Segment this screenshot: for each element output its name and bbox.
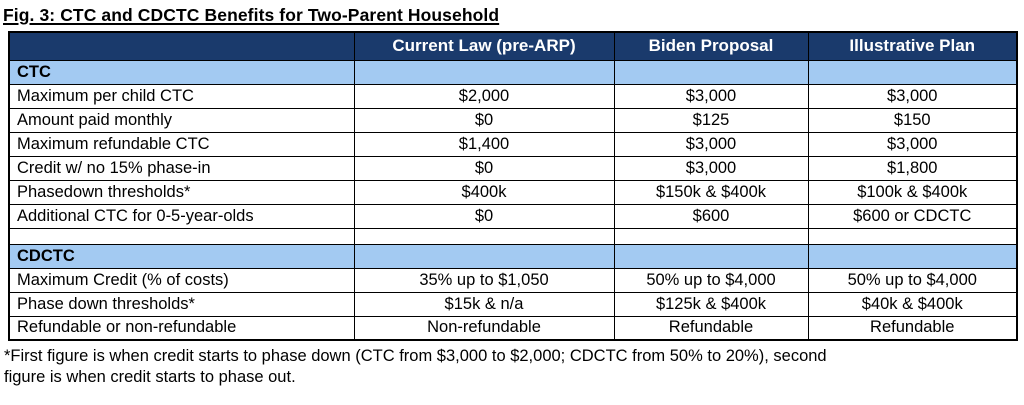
value-cell: $1,800 xyxy=(808,156,1017,180)
value-cell: 50% up to $4,000 xyxy=(808,268,1017,292)
section-empty-cell xyxy=(354,60,614,84)
table-header xyxy=(9,32,1017,60)
corner-header-cell xyxy=(9,32,354,60)
value-cell: $125k & $400k xyxy=(614,292,808,316)
value-cell: 50% up to $4,000 xyxy=(614,268,808,292)
footnote xyxy=(4,346,1016,388)
value-cell: $3,000 xyxy=(808,132,1017,156)
table-row xyxy=(9,180,1017,204)
value-cell: Refundable xyxy=(808,316,1017,340)
value-cell: $0 xyxy=(354,108,614,132)
table-row xyxy=(9,204,1017,228)
table-row xyxy=(9,84,1017,108)
row-label-cell: Maximum per child CTC xyxy=(9,84,354,108)
value-cell: $125 xyxy=(614,108,808,132)
row-label-cell: Maximum Credit (% of costs) xyxy=(9,268,354,292)
spacer-cell xyxy=(614,228,808,244)
section-header-row xyxy=(9,60,1017,84)
column-header: Biden Proposal xyxy=(614,32,808,60)
table-row xyxy=(9,132,1017,156)
value-cell: $100k & $400k xyxy=(808,180,1017,204)
table-row xyxy=(9,156,1017,180)
table-row xyxy=(9,108,1017,132)
footnote-line-1: *First figure is when credit starts to phase down (CTC from $3,000 to $2,000; CDCTC from 50% to 20%), second xyxy=(4,347,827,365)
row-label-cell: Phasedown thresholds* xyxy=(9,180,354,204)
section-empty-cell xyxy=(808,244,1017,268)
value-cell: $600 or CDCTC xyxy=(808,204,1017,228)
section-label-cell: CDCTC xyxy=(9,244,354,268)
column-header: Illustrative Plan xyxy=(808,32,1017,60)
value-cell: $2,000 xyxy=(354,84,614,108)
table-body xyxy=(9,60,1017,340)
row-label-cell: Phase down thresholds* xyxy=(9,292,354,316)
row-label-cell: Maximum refundable CTC xyxy=(9,132,354,156)
value-cell: $600 xyxy=(614,204,808,228)
value-cell: $1,400 xyxy=(354,132,614,156)
value-cell: Non-refundable xyxy=(354,316,614,340)
value-cell: $15k & n/a xyxy=(354,292,614,316)
value-cell: $3,000 xyxy=(614,132,808,156)
spacer-cell xyxy=(9,228,354,244)
value-cell: $400k xyxy=(354,180,614,204)
section-empty-cell xyxy=(808,60,1017,84)
section-empty-cell xyxy=(614,244,808,268)
value-cell: $3,000 xyxy=(808,84,1017,108)
table-row xyxy=(9,292,1017,316)
footnote-line-2: figure is when credit starts to phase out. xyxy=(4,368,296,386)
value-cell: $40k & $400k xyxy=(808,292,1017,316)
header-row xyxy=(9,32,1017,60)
value-cell: 35% up to $1,050 xyxy=(354,268,614,292)
spacer-cell xyxy=(808,228,1017,244)
benefits-table xyxy=(8,31,1018,341)
row-label-cell: Amount paid monthly xyxy=(9,108,354,132)
value-cell: $0 xyxy=(354,156,614,180)
value-cell: $3,000 xyxy=(614,156,808,180)
value-cell: Refundable xyxy=(614,316,808,340)
figure-title: Fig. 3: CTC and CDCTC Benefits for Two-Parent Household xyxy=(3,5,500,25)
row-label-cell: Credit w/ no 15% phase-in xyxy=(9,156,354,180)
value-cell: $150k & $400k xyxy=(614,180,808,204)
section-label-cell: CTC xyxy=(9,60,354,84)
row-label-cell: Additional CTC for 0-5-year-olds xyxy=(9,204,354,228)
column-header: Current Law (pre-ARP) xyxy=(354,32,614,60)
table-row xyxy=(9,268,1017,292)
value-cell: $3,000 xyxy=(614,84,808,108)
section-empty-cell xyxy=(614,60,808,84)
table-row xyxy=(9,316,1017,340)
spacer-cell xyxy=(354,228,614,244)
value-cell: $0 xyxy=(354,204,614,228)
section-empty-cell xyxy=(354,244,614,268)
value-cell: $150 xyxy=(808,108,1017,132)
row-label-cell: Refundable or non-refundable xyxy=(9,316,354,340)
section-header-row xyxy=(9,244,1017,268)
spacer-row xyxy=(9,228,1017,244)
